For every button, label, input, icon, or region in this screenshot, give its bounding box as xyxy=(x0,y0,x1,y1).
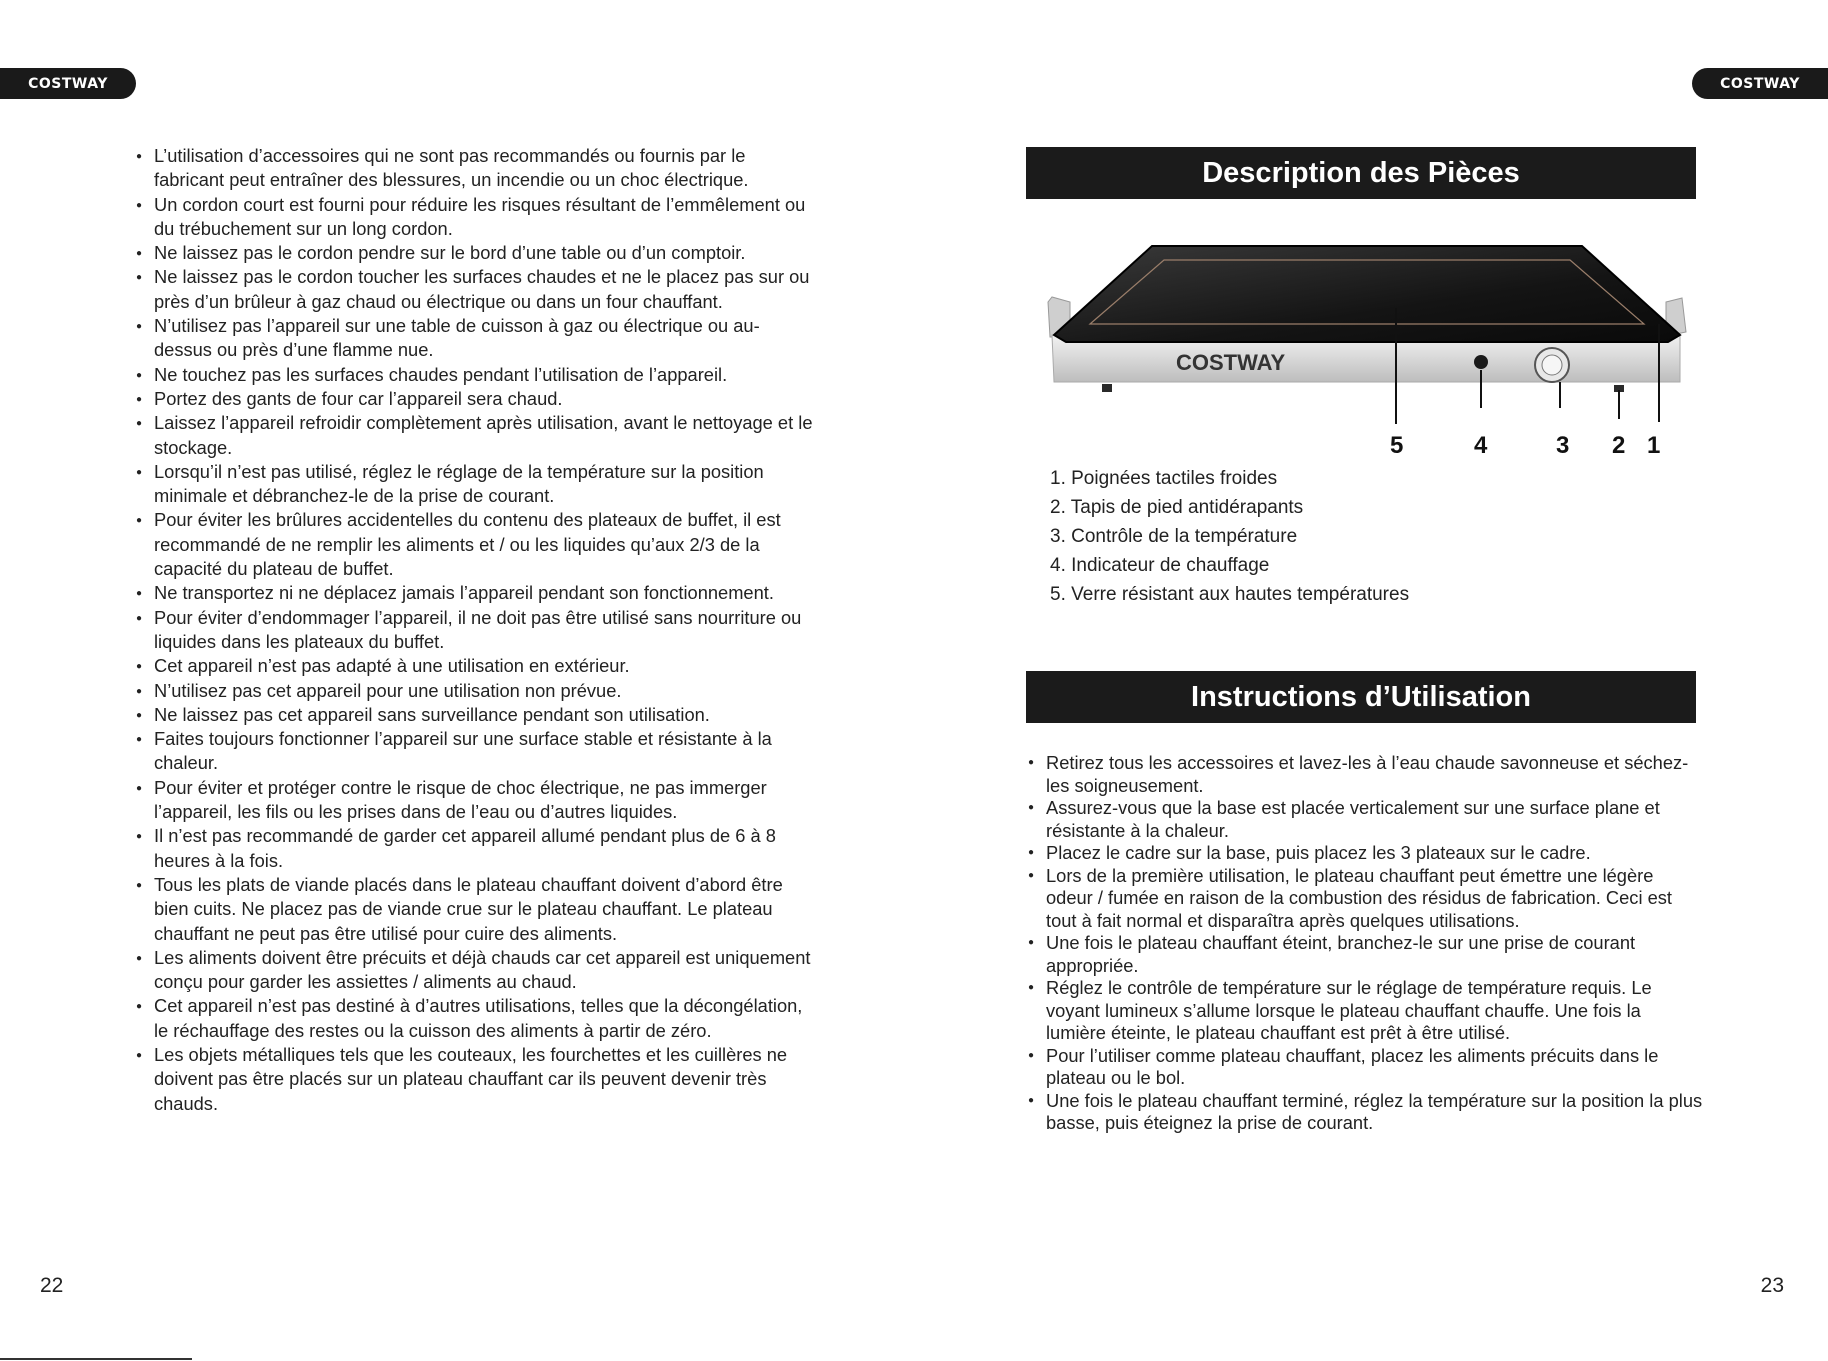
list-item: ● Les objets métalliques tels que les couteaux, les fourchettes et les cuillères ne doivent pas être placés sur un plateau chauffant car ils peuvent devenir très chauds. xyxy=(136,1043,816,1116)
footer-rule xyxy=(0,1358,192,1360)
list-item: 4. Indicateur de chauffage xyxy=(1050,555,1270,576)
usage-instructions xyxy=(1028,752,1703,1135)
list-item: ● Ne touchez pas les surfaces chaudes pendant l’utilisation de l’appareil. xyxy=(136,363,816,387)
callout-number-4: 4 xyxy=(1474,432,1488,459)
list-item: ● L’utilisation d’accessoires qui ne sont pas recommandés ou fournis par le fabricant peut entraîner des blessures, un incendie ou un choc électrique. xyxy=(136,144,816,193)
list-item: ● Il n’est pas recommandé de garder cet appareil allumé pendant plus de 6 à 8 heures à la fois. xyxy=(136,824,816,873)
page-number-left: 22 xyxy=(40,1274,64,1297)
list-item: ● Pour l’utiliser comme plateau chauffant, placez les aliments précuits dans le plateau ou le bol. xyxy=(1028,1045,1703,1090)
list-item: ● Lors de la première utilisation, le plateau chauffant peut émettre une légère odeur / fumée en raison de la combustion des résidus de fabrication. Ceci est tout à fait normal et disparaîtra après quelques utilisations. xyxy=(1028,865,1703,933)
list-item: ● Une fois le plateau chauffant terminé, réglez la température sur la position la plus basse, puis éteignez la prise de courant. xyxy=(1028,1090,1703,1135)
safety-instructions xyxy=(136,144,816,1116)
callout-number-2: 2 xyxy=(1612,432,1626,459)
callout-number-3: 3 xyxy=(1556,432,1570,459)
list-item: ● N’utilisez pas l’appareil sur une table de cuisson à gaz ou électrique ou au-dessus ou près d’une flamme nue. xyxy=(136,314,816,363)
list-item: 1. Poignées tactiles froides xyxy=(1050,468,1278,489)
page-number-right: 23 xyxy=(1760,1274,1784,1297)
list-item: ● Cet appareil n’est pas destiné à d’autres utilisations, telles que la décongélation, le réchauffage des restes ou la cuisson des aliments à partir de zéro. xyxy=(136,994,816,1043)
list-item: ● Pour éviter et protéger contre le risque de choc électrique, ne pas immerger l’appareil, les fils ou les prises dans de l’eau ou d’autres liquides. xyxy=(136,776,816,825)
heating-indicator-light xyxy=(1474,355,1488,369)
usage-bullet-list xyxy=(1028,752,1703,1135)
callout-number-5: 5 xyxy=(1390,432,1404,459)
list-item: ● Portez des gants de four car l’appareil sera chaud. xyxy=(136,387,816,411)
list-item: ● Assurez-vous que la base est placée verticalement sur une surface plane et résistante à la chaleur. xyxy=(1028,797,1703,842)
list-item: ● Réglez le contrôle de température sur le réglage de température requis. Le voyant lumineux s’allume lorsque le plateau chauffant chauffe. Une fois la lumière éteinte, le plateau chauffant est prêt à être utilisé. xyxy=(1028,977,1703,1045)
brand-tab-right: COSTWAY xyxy=(1692,68,1828,99)
list-item: ● Cet appareil n’est pas adapté à une utilisation en extérieur. xyxy=(136,654,816,678)
list-item: ● Une fois le plateau chauffant éteint, branchez-le sur une prise de courant appropriée. xyxy=(1028,932,1703,977)
list-item: ● Laissez l’appareil refroidir complètement après utilisation, avant le nettoyage et le stockage. xyxy=(136,411,816,460)
brand-tab-left: COSTWAY xyxy=(0,68,136,99)
list-item: ● Lorsqu’il n’est pas utilisé, réglez le réglage de la température sur la position minimale et débranchez-le de la prise de courant. xyxy=(136,460,816,509)
safety-bullet-list xyxy=(136,144,816,1116)
list-item: ● Pour éviter les brûlures accidentelles du contenu des plateaux de buffet, il est recommandé de ne remplir les aliments et / ou les liquides qu’aux 2/3 de la capacité du plateau de buffet. xyxy=(136,508,816,581)
foot-pad-left xyxy=(1102,384,1112,392)
warming-tray-illustration xyxy=(1040,232,1690,462)
list-item: ● Pour éviter d’endommager l’appareil, il ne doit pas être utilisé sans nourriture ou liquides dans les plateaux du buffet. xyxy=(136,606,816,655)
product-figure xyxy=(1040,232,1690,462)
list-item: ● Ne laissez pas le cordon pendre sur le bord d’une table ou d’un comptoir. xyxy=(136,241,816,265)
list-item: ● N’utilisez pas cet appareil pour une utilisation non prévue. xyxy=(136,679,816,703)
callout-number-1: 1 xyxy=(1647,432,1661,459)
list-item: 5. Verre résistant aux hautes températures xyxy=(1050,584,1410,605)
list-item: ● Placez le cadre sur la base, puis placez les 3 plateaux sur le cadre. xyxy=(1028,842,1703,865)
list-item: ● Les aliments doivent être précuits et déjà chauds car cet appareil est uniquement conçu pour garder les assiettes / aliments au chaud. xyxy=(136,946,816,995)
list-item: 3. Contrôle de la température xyxy=(1050,526,1298,547)
list-item: ● Retirez tous les accessoires et lavez-les à l’eau chaude savonneuse et séchez-les soigneusement. xyxy=(1028,752,1703,797)
list-item: 2. Tapis de pied antidérapants xyxy=(1050,497,1304,518)
list-item: ● Tous les plats de viande placés dans le plateau chauffant doivent d’abord être bien cuits. Ne placez pas de viande crue sur le plateau chauffant. Le plateau chauffant ne peut pas être utilisé pour cuire des aliments. xyxy=(136,873,816,946)
device-logo: COSTWAY xyxy=(1176,350,1286,375)
instructions-section-title: Instructions d’Utilisation xyxy=(1026,671,1696,723)
knob-center xyxy=(1542,355,1562,375)
parts-list xyxy=(1050,464,1409,609)
parts-section-title: Description des Pièces xyxy=(1026,147,1696,199)
list-item: ● Un cordon court est fourni pour réduire les risques résultant de l’emmêlement ou du trébuchement sur un long cordon. xyxy=(136,193,816,242)
list-item: ● Ne transportez ni ne déplacez jamais l’appareil pendant son fonctionnement. xyxy=(136,581,816,605)
list-item: ● Ne laissez pas le cordon toucher les surfaces chaudes et ne le placez pas sur ou près d’un brûleur à gaz chaud ou électrique ou dans un four chauffant. xyxy=(136,265,816,314)
list-item: ● Ne laissez pas cet appareil sans surveillance pendant son utilisation. xyxy=(136,703,816,727)
list-item: ● Faites toujours fonctionner l’appareil sur une surface stable et résistante à la chaleur. xyxy=(136,727,816,776)
